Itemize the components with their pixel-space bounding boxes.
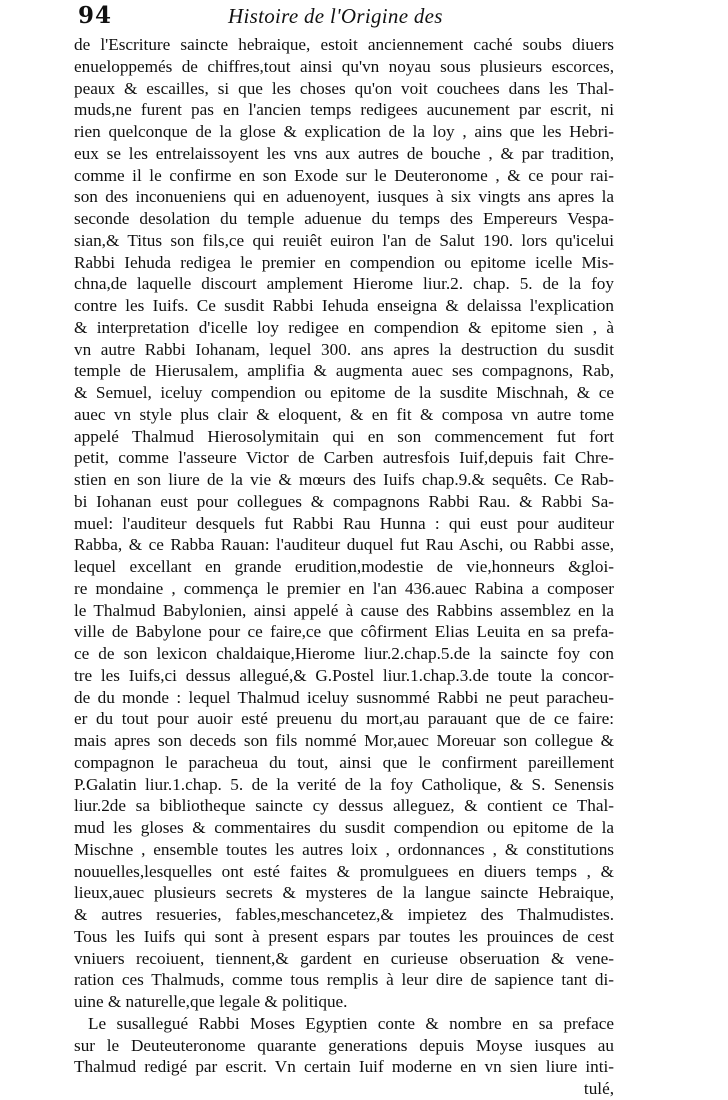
text-line: comme il le confirme en son Exode sur le Deuteronome , & ce pour rai- (74, 165, 614, 185)
text-line: stien en son liure de la vie & mœurs des Iuifs chap.9.& sequêts. Ce Rab- (74, 470, 614, 489)
text-line: contre les Iuifs. Ce susdit Rabbi Iehuda enseigna & delaissa l'explication (74, 296, 614, 315)
text-line: er du tout pour auoir esté preuenu du mort,au parauant que de ce faire: (74, 709, 614, 729)
text-line: lequel excellant en grande erudition,modestie de vie,honneurs &gloi- (74, 557, 614, 576)
text-line: peaux & escailles, si que les choses qu'on voit couchees dans les Thal- (74, 78, 614, 98)
page-header (78, 4, 638, 32)
text-line: muds,ne furent pas en l'ancien temps redigees aucunement par escrit, ni (74, 100, 614, 120)
text-line: lieux,auec plusieurs secrets & mysteres de la langue saincte Hebraique, (74, 883, 614, 903)
text-line: de l'Escriture saincte hebraique, estoit anciennement caché soubs diuers (74, 35, 614, 54)
text-line: P.Galatin liur.1.chap. 5. de la verité de la foy Catholique, & S. Senensis (74, 774, 614, 794)
text-line: chna,de laquelle discourt amplement Hierome liur.2. chap. 5. de la foy (74, 274, 614, 294)
text-line: compagnon le paracheua du tout, ainsi que le confirment pareillement (74, 752, 614, 772)
text-line: vniuers recoiuent, tiennent,& gardent en curieuse obseruation & vene- (74, 948, 614, 968)
text-line: seconde desolation du temple aduenue du temps des Empereurs Vespa- (74, 209, 614, 228)
text-line: Rabbi Iehuda redigea le premier en compendion ou epitome icelle Mis- (74, 252, 614, 272)
text-line: Thalmud redigé par escrit. Vn certain Iuif moderne en vn sien liure inti- (74, 1057, 614, 1077)
running-title: Histoire de l'Origine des (228, 4, 443, 28)
text-line: Le susallegué Rabbi Moses Egyptien conte & nombre en sa preface (88, 1013, 614, 1033)
text-line: ce de son lexicon chaldaique,Hierome liur.2.chap.5.de la saincte foy con (74, 644, 614, 663)
text-line: & autres resueries, fables,meschancetez,& impietez des Thalmudistes. (74, 905, 614, 924)
text-line: vn autre Rabbi Iohanam, lequel 300. ans apres la destruction du susdit (74, 339, 614, 359)
text-line: muel: l'auditeur desquels fut Rabbi Rau Hunna : qui eust pour auditeur (74, 513, 614, 533)
text-line: mais apres son deceds son fils nommé Mor,auec Moreuar son collegue & (74, 731, 614, 750)
text-line: le Thalmud Babylonien, ainsi appelé à cause des Rabbins assemblez en la (74, 600, 614, 620)
text-line: rien quelconque de la glose & explication de la loy , ains que les Hebri- (74, 122, 614, 141)
text-line: eux se les entrelaissoyent les vns aux autres de bouche , & par tradition, (74, 143, 614, 163)
text-line: re mondaine , commença le premier en l'an 436.auec Rabina a composer (74, 578, 614, 598)
text-line: tre les Iuifs,ci dessus allegué,& G.Postel liur.1.chap.3.de toute la concor- (74, 665, 614, 685)
text-line: liur.2de sa bibliotheque saincte cy dessus alleguez, & contient ce Thal- (74, 796, 614, 816)
text-line: de du monde : lequel Thalmud iceluy susnommé Rabbi ne peut paracheu- (74, 687, 614, 707)
catchword: tulé, (583, 1079, 614, 1098)
text-line: nouuelles,lesquelles ont esté faites & promulguees en diuers temps , & (74, 861, 614, 881)
text-line: son des inconueniens qui en aduenoyent, iusques à six vingts ans apres la (74, 187, 614, 207)
text-line: sur le Deuteuteronome quarante generations depuis Moyse iusques au (74, 1035, 614, 1055)
text-line: auec vn style plus clair & eloquent, & en fit & composa vn autre tome (74, 404, 614, 424)
text-line: & interpretation d'icelle loy redigee en compendion & epitome sien , à (74, 317, 614, 337)
text-line: appelé Thalmud Hierosolymitain qui en son commencement fut fort (74, 426, 614, 446)
text-line: ration ces Thalmuds, comme tous remplis à leur dire de sapience tant di- (74, 970, 614, 990)
text-line: uine & naturelle,que legale & politique. (74, 992, 348, 1011)
text-line: enueloppemés de chiffres,tout ainsi qu'vn noyau sous plusieurs escorces, (74, 56, 614, 76)
text-line: Mischne , ensemble toutes les autres loix , ordonnances , & constitutions (74, 839, 614, 859)
text-line: Tous les Iuifs qui sont à present espars par toutes les prouinces de cest (74, 926, 614, 946)
text-line: Rabba, & ce Rabba Rauan: l'auditeur duquel fut Rau Aschi, ou Rabbi asse, (74, 535, 614, 555)
text-line: ville de Babylone pour ce faire,ce que côfirment Elias Leuita en sa prefa- (74, 622, 614, 642)
text-line: temple de Hierusalem, amplifia & augmenta auec ses compagnons, Rab, (74, 361, 614, 381)
page-number: 94 (78, 2, 113, 29)
text-line: & Semuel, iceluy compendion ou epitome de la susdite Mischnah, & ce (74, 383, 614, 402)
text-line: bi Iohanan eust pour collegues & compagnons Rabbi Rau. & Rabbi Sa- (74, 491, 614, 511)
text-line: sian,& Titus son fils,ce qui reuiêt euiron l'an de Salut 190. lors qu'icelui (74, 230, 614, 250)
body-text (74, 34, 614, 1100)
text-line: petit, comme l'asseure Victor de Carben autresfois Iuif,depuis fait Chre- (74, 448, 614, 468)
text-line: mud les gloses & commentaires du susdit compendion ou epitome de la (74, 818, 614, 837)
